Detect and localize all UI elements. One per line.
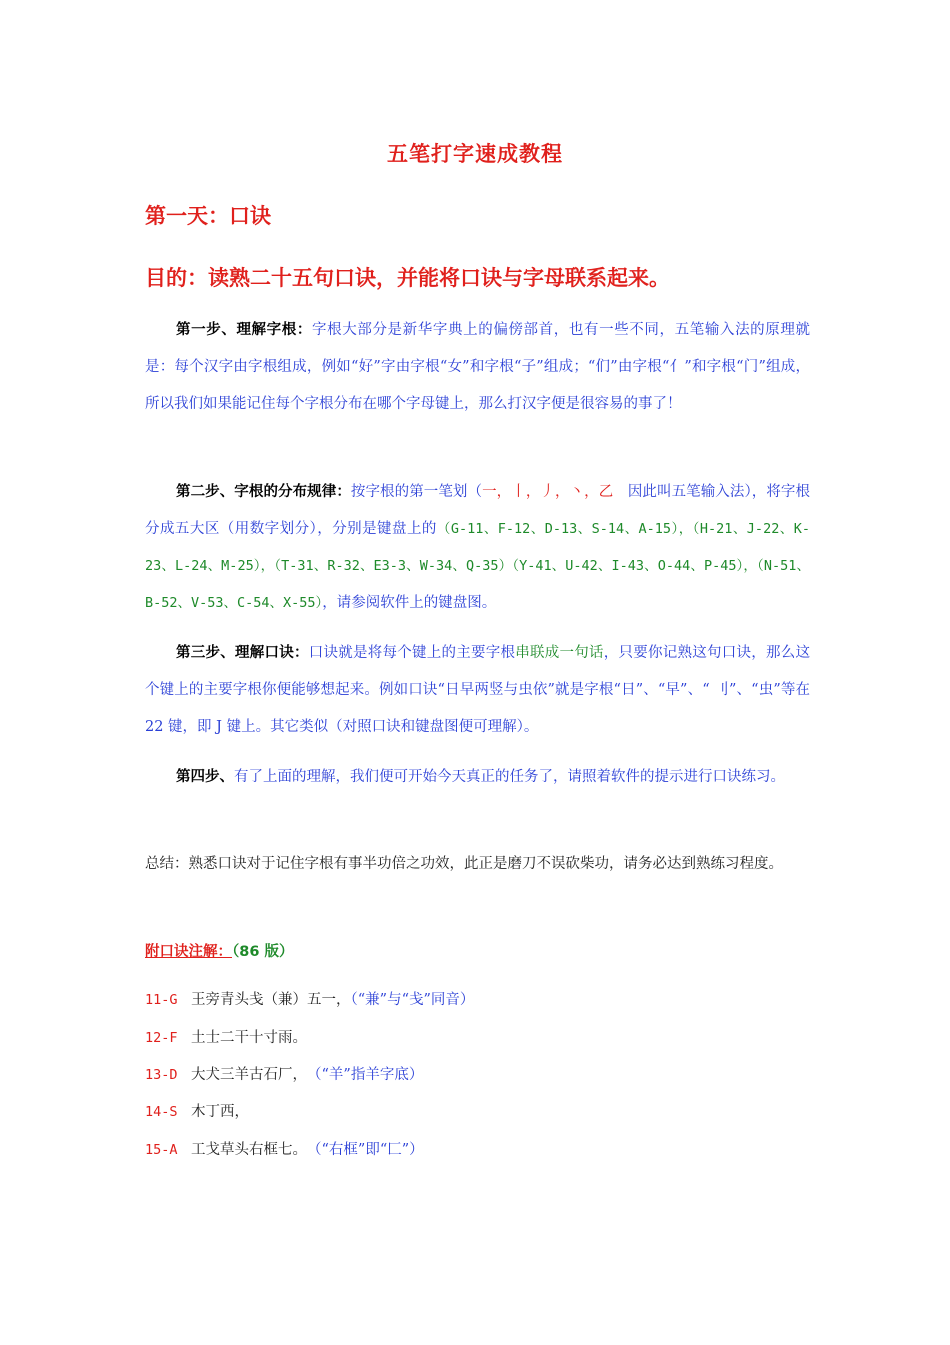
step1-label: 第一步、理解字根： [176,322,312,338]
step4-paragraph [145,759,810,796]
mnemonic-row [145,990,474,1010]
step2-outro: ，请参阅软件上的键盘图。 [322,595,497,611]
mnemonic-text: 土士二干十寸雨。 [191,1030,307,1046]
document-title: 五笔打字速成教程 [387,142,563,166]
step3-text-b: ，只要你记熟这句口诀，那么这个键上的主要字根你便能够想起来。例如口诀“日早两竖与虫依”就是字根“日”、“早”、“ 刂”、“虫”等在 22 键，即 J 键上。其它类似（对照口诀和键盘图便可理解）。 [145,645,810,735]
mnemonic-code: 14-S [145,1104,178,1120]
annotations-title [145,940,293,961]
step1-paragraph [145,312,810,423]
mnemonic-code: 11-G [145,992,178,1008]
step2-strokes: 一，丨，丿，丶，乙 [482,484,614,500]
mnemonic-row [145,1028,307,1048]
mnemonic-note: （“羊”指羊字底） [299,1067,424,1083]
step3-paragraph [145,635,810,746]
step3-text-a: 口诀就是将每个键上的主要字根 [308,645,516,661]
annotations-version: （86 版） [232,944,294,960]
mnemonic-code: 12-F [145,1030,178,1046]
step2-label: 第二步、字根的分布规律： [176,484,351,500]
mnemonic-code: 13-D [145,1067,178,1083]
summary-paragraph: 总结：熟悉口诀对于记住字根有事半功倍之功效，此正是磨刀不误砍柴功，请务必达到熟练习程度。 [145,856,783,872]
mnemonic-text: 木丁西， [191,1104,249,1120]
mnemonic-row [145,1065,423,1085]
day-heading: 第一天：口诀 [145,204,271,228]
mnemonic-row [145,1102,249,1122]
step3-label: 第三步、理解口诀： [176,645,309,661]
step4-text: 有了上面的理解，我们便可开始今天真正的任务了，请照着软件的提示进行口诀练习。 [234,769,785,785]
annotations-label: 附口诀注解： [145,944,232,960]
step3-text-green: 串联成一句话 [515,645,604,661]
step1-text: 字根大部分是新华字典上的偏傍部首，也有一些不同，五笔输入法的原理就是：每个汉字由字根组成，例如“好”字由字根“女”和字根“子”组成；“们”由字根“亻”和字根“门”组成，所以我们如果能记住每个字根分布在哪个字母键上，那么打汉字便是很容易的事了！ [145,322,811,412]
step2-intro: 按字根的第一笔划（ [350,484,483,500]
step2-zones: （G-11、F-12、D-13、S-14、A-15），（H-21、J-22、K-23、L-24、M-25），（T-31、R-32、E3-3、W-34、Q-35）（Y-41、U-42、I-43、O-44、P-45），（N-51、B-52、V-53、C-54、X-55） [145,521,810,611]
mnemonic-row [145,1140,424,1160]
step4-label: 第四步、 [176,769,234,785]
mnemonic-text: 王旁青头戋（兼）五一， [191,992,351,1008]
step2-after-strokes: 因此叫五笔输入法），将字根分成五大区（用数字划分），分别是键盘上的 [145,484,811,537]
goal-heading: 目的：读熟二十五句口诀，并能将口诀与字母联系起来。 [145,266,670,290]
mnemonic-note: （“右框”即“匚”） [299,1142,424,1158]
mnemonic-note: （“兼”与“戋”同音） [350,992,475,1008]
mnemonic-text: 大犬三羊古石厂， [191,1067,300,1083]
step2-paragraph [145,474,810,622]
mnemonic-text: 工戈草头右框七。 [191,1142,300,1158]
mnemonic-code: 15-A [145,1142,178,1158]
